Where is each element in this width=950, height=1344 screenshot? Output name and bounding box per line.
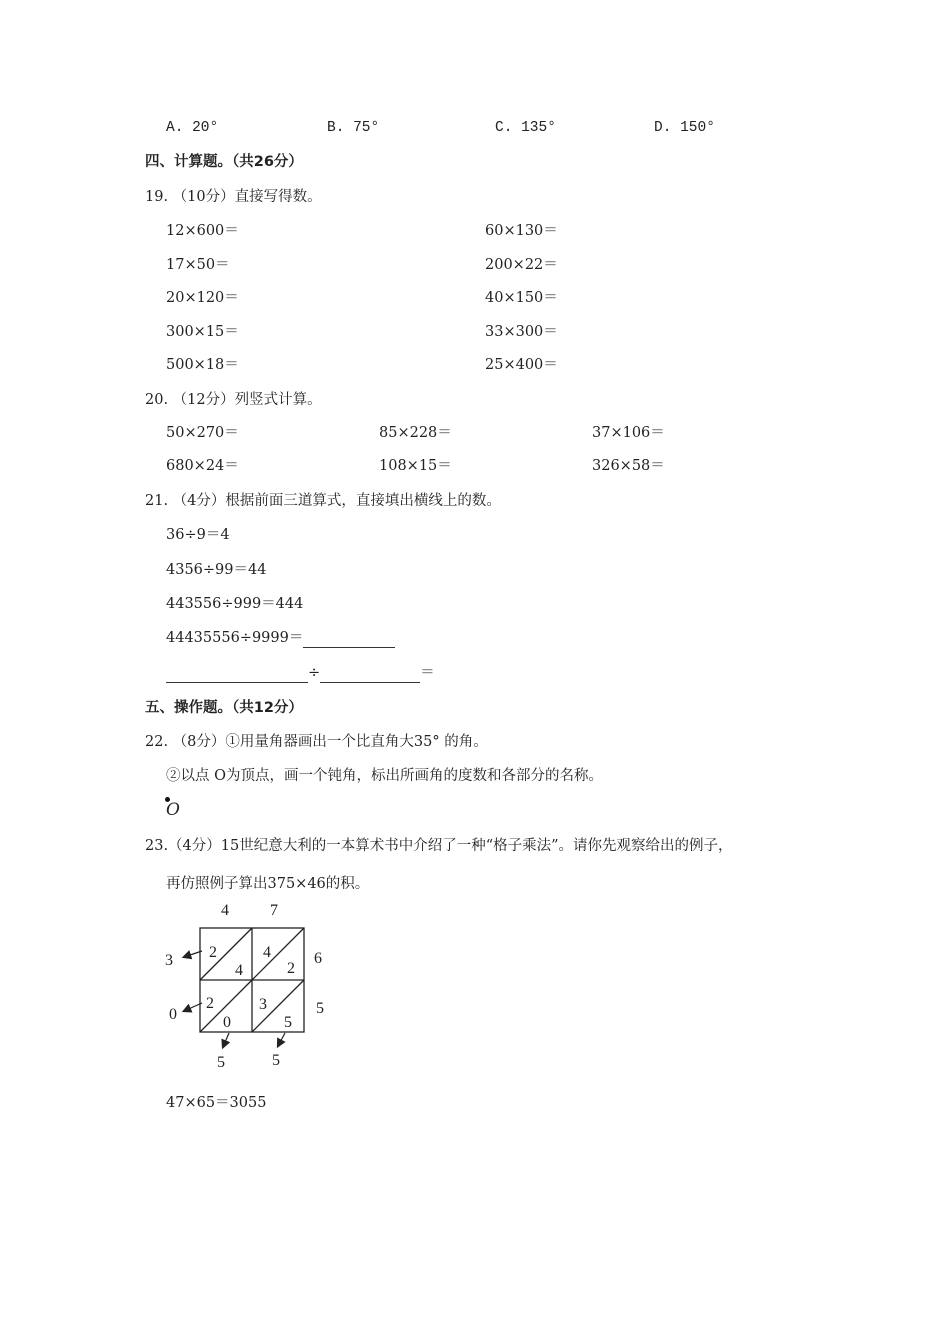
q19-item: 200×22＝: [485, 257, 558, 273]
q19-item: 12×600＝: [166, 223, 239, 239]
arrow-icon: [223, 1033, 229, 1047]
lattice-example-equation: 47×65＝3055: [166, 1095, 267, 1111]
q21-line-5: [166, 663, 435, 683]
lattice-multiplication-diagram: [155, 895, 345, 1075]
q19-item: 300×15＝: [166, 324, 239, 340]
cell-ones: 4: [235, 962, 243, 979]
q19-item: 33×300＝: [485, 324, 558, 340]
cell-ones: 2: [287, 960, 295, 977]
q20-item: 326×58＝: [592, 458, 665, 474]
left-result: 3: [165, 952, 173, 969]
left-result: 0: [169, 1006, 177, 1023]
arrow-icon: [184, 951, 202, 957]
bottom-result: 5: [217, 1054, 225, 1071]
q22-title: 22. （8分）①用量角器画出一个比直角大35° 的角。: [145, 734, 488, 750]
point-o-label: O: [166, 800, 180, 820]
option-c: C. 135°: [495, 120, 556, 136]
q21-line: 44435556÷9999＝: [166, 630, 304, 646]
q21-line: 36÷9＝4: [166, 527, 230, 543]
cell-tens: 3: [259, 996, 267, 1013]
bottom-result: 5: [272, 1052, 280, 1069]
arrow-icon: [184, 1003, 202, 1011]
q21-title: 21. （4分）根据前面三道算式，直接填出横线上的数。: [145, 493, 501, 509]
equals-sign: ＝: [420, 665, 435, 681]
q20-title: 20. （12分）列竖式计算。: [145, 392, 322, 408]
divide-sign: ÷: [308, 665, 321, 681]
q20-item: 108×15＝: [379, 458, 452, 474]
option-b: B. 75°: [327, 120, 380, 136]
q20-item: 50×270＝: [166, 425, 239, 441]
q23-line2: 再仿照例子算出375×46的积。: [166, 876, 370, 892]
cell-tens: 2: [209, 944, 217, 961]
answer-blank[interactable]: [303, 633, 395, 648]
q19-item: 17×50＝: [166, 257, 230, 273]
option-a: A. 20°: [166, 120, 219, 136]
option-d: D. 150°: [654, 120, 715, 136]
cell-ones: 5: [284, 1014, 292, 1031]
arrow-icon: [278, 1033, 285, 1046]
q19-item: 60×130＝: [485, 223, 558, 239]
right-digit: 6: [314, 950, 322, 967]
q20-item: 37×106＝: [592, 425, 665, 441]
q21-line: 443556÷999＝444: [166, 596, 304, 612]
section-4-heading: 四、计算题。（共26分）: [145, 154, 303, 170]
cell-ones: 0: [223, 1014, 231, 1031]
section-5-heading: 五、操作题。（共12分）: [145, 700, 303, 716]
dividend-blank[interactable]: [166, 668, 308, 683]
q20-item: 85×228＝: [379, 425, 452, 441]
q20-item: 680×24＝: [166, 458, 239, 474]
right-digit: 5: [316, 1000, 324, 1017]
q19-item: 25×400＝: [485, 357, 558, 373]
q22-part2: ②以点 O为顶点，画一个钝角，标出所画角的度数和各部分的名称。: [166, 768, 603, 784]
q19-item: 500×18＝: [166, 357, 239, 373]
q19-item: 20×120＝: [166, 290, 239, 306]
q21-line-4: [166, 628, 395, 648]
q19-item: 40×150＝: [485, 290, 558, 306]
q21-line: 4356÷99＝44: [166, 562, 267, 578]
divisor-blank[interactable]: [320, 668, 420, 683]
q19-title: 19. （10分）直接写得数。: [145, 189, 322, 205]
q23-title: 23.（4分）15世纪意大利的一本算术书中介绍了一种“格子乘法”。请你先观察给出的例子，: [145, 838, 733, 854]
top-digit: 4: [221, 902, 229, 919]
cell-tens: 2: [206, 995, 214, 1012]
cell-tens: 4: [263, 944, 271, 961]
top-digit: 7: [270, 902, 278, 919]
